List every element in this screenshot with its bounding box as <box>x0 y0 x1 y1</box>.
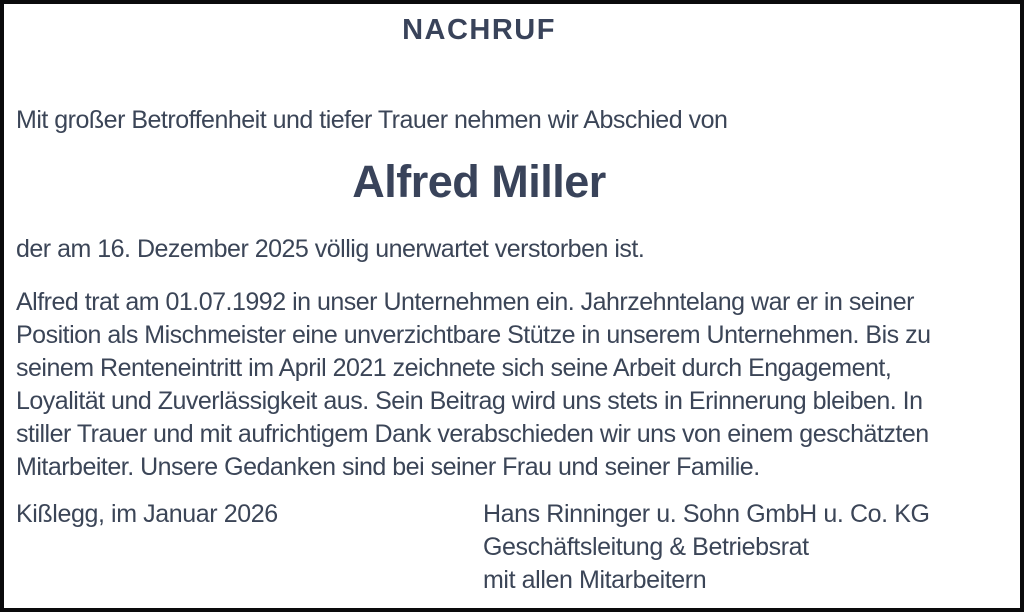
death-date-line: der am 16. Dezember 2025 völlig unerwartet verstorben ist. <box>16 235 645 263</box>
obituary-line: Loyalität und Zuverlässigkeit aus. Sein Beitrag wird uns stets in Erinnerung bleiben. In <box>16 387 923 415</box>
obituary-line: seinem Renteneintritt im April 2021 zeichnete sich seine Arbeit durch Engagement, <box>16 354 892 382</box>
footer <box>16 498 1008 597</box>
obituary-line: Mitarbeiter. Unsere Gedanken sind bei seiner Frau und seiner Familie. <box>16 453 760 481</box>
page-title: NACHRUF <box>402 14 556 46</box>
deceased-name: Alfred Miller <box>352 156 606 207</box>
signature-employees: mit allen Mitarbeitern <box>483 566 707 594</box>
signature-block <box>483 498 1008 597</box>
intro-line: Mit großer Betroffenheit und tiefer Trauer nehmen wir Abschied von <box>16 106 728 134</box>
signature-company: Hans Rinninger u. Sohn GmbH u. Co. KG <box>483 500 930 528</box>
obituary-line: Position als Mischmeister eine unverzichtbare Stütze in unserem Unternehmen. Bis zu <box>16 321 931 349</box>
obituary-line: stiller Trauer und mit aufrichtigem Dank verabschieden wir uns von einem geschätzten <box>16 420 929 448</box>
obituary-paragraph <box>16 286 1008 484</box>
place-and-date: Kißlegg, im Januar 2026 <box>16 500 278 528</box>
obituary-line: Alfred trat am 01.07.1992 in unser Unternehmen ein. Jahrzehntelang war er in seiner <box>16 288 914 316</box>
signature-management: Geschäftsleitung & Betriebsrat <box>483 533 809 561</box>
